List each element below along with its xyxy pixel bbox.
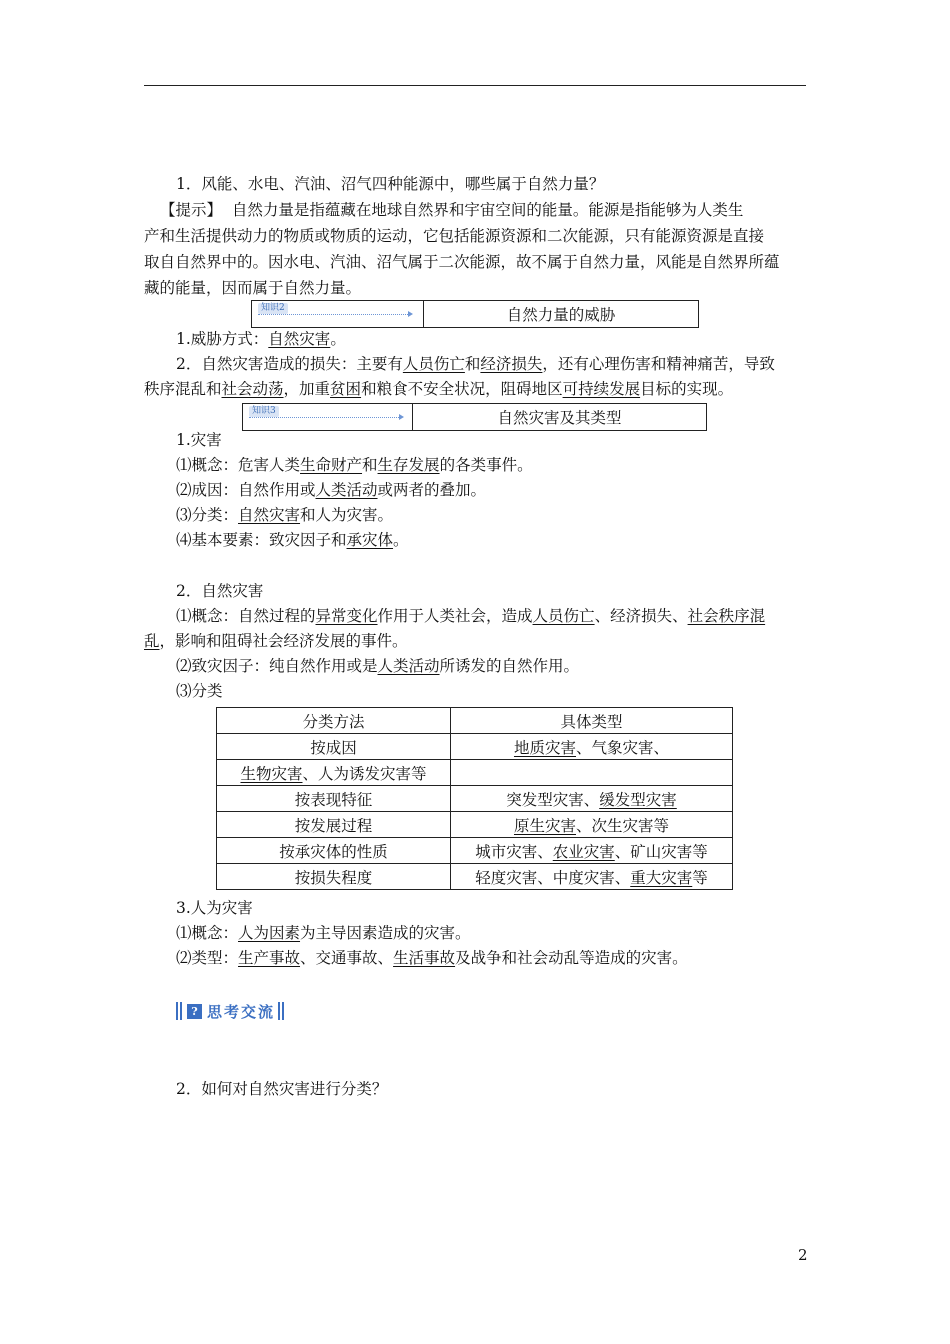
text: ⑵类型： [176, 949, 239, 967]
text: 突发型灾害、 [506, 790, 600, 809]
text: 所诱发的自然作用。 [439, 657, 580, 675]
disaster-cause [176, 480, 486, 500]
table-header-types: 具体类型 [451, 708, 733, 734]
answer: 缓发型灾害 [599, 790, 677, 809]
disaster-class [176, 505, 393, 525]
text: ⑶分类： [176, 506, 239, 524]
threat-line-2 [176, 354, 775, 374]
answer: 承灾体 [346, 531, 394, 549]
text: 目标的实现。 [640, 380, 734, 398]
answer: 重大灾害 [630, 868, 693, 887]
disaster-concept [176, 455, 533, 475]
text: 秩序混乱和 [144, 380, 222, 398]
text: ⑵致灾因子：纯自然作用或是 [176, 657, 378, 675]
table-cell: 按发展过程 [217, 812, 451, 838]
table-cell [451, 838, 733, 864]
threat-line-3 [144, 379, 733, 399]
arrow-icon [249, 417, 399, 418]
table-cell: 按成因 [217, 734, 451, 760]
answer: 生物灾害 [240, 764, 303, 783]
bar-icon [282, 1002, 284, 1020]
answer: 生产事故 [238, 949, 301, 967]
text: 、次生灾害等 [576, 816, 670, 835]
text: 、交通事故、 [300, 949, 394, 967]
question-1: 1．风能、水电、汽油、沼气四种能源中，哪些属于自然力量？ [176, 175, 605, 193]
bar-icon [278, 1002, 280, 1020]
text: 轻度灾害、中度灾害、 [475, 868, 631, 887]
answer: 人类活动 [377, 657, 440, 675]
table-row [217, 708, 733, 734]
knowledge-2-tag [252, 301, 424, 327]
answer: 生存发展 [377, 456, 440, 474]
text: 为主导因素造成的灾害。 [300, 924, 471, 942]
answer: 社会动荡 [221, 380, 284, 398]
answer: 生命财产 [300, 456, 363, 474]
table-row [217, 734, 733, 760]
header-rule [144, 85, 806, 86]
table-cell [451, 864, 733, 890]
answer: 贫困 [330, 380, 362, 398]
text: 1.威胁方式： [176, 330, 269, 348]
arrow-icon [258, 314, 408, 315]
text: 或两者的叠加。 [377, 481, 487, 499]
text: 、经济损失、 [594, 607, 688, 625]
answer: 人员伤亡 [402, 355, 465, 373]
table-cell [451, 760, 733, 786]
table-row [217, 760, 733, 786]
answer: 自然灾害 [238, 506, 301, 524]
text: 和 [464, 355, 481, 373]
answer: 人员伤亡 [532, 607, 595, 625]
table-header-method: 分类方法 [217, 708, 451, 734]
knowledge-3-tag [243, 404, 413, 430]
natural-factor [176, 656, 579, 676]
natural-class-label: ⑶分类 [176, 682, 223, 700]
answer: 生活事故 [393, 949, 456, 967]
table-row [217, 812, 733, 838]
table-cell [217, 760, 451, 786]
table-cell [451, 812, 733, 838]
page-number: 2 [798, 1246, 808, 1264]
question-icon: ? [187, 1004, 202, 1019]
answer: 社会秩序混 [687, 607, 766, 625]
answer: 人为因素 [238, 924, 301, 942]
text: ⑴概念：自然过程的 [176, 607, 316, 625]
natural-heading: 2．自然灾害 [176, 582, 264, 600]
answer: 人类活动 [315, 481, 378, 499]
table-cell [451, 734, 733, 760]
answer: 自然灾害 [268, 330, 331, 348]
text: 等 [692, 868, 708, 887]
human-heading: 3.人为灾害 [176, 899, 253, 917]
text: 、气象灾害、 [576, 738, 670, 757]
table-cell: 按承灾体的性质 [217, 838, 451, 864]
answer: 乱 [144, 632, 160, 650]
knowledge-2-title: 自然力量的威胁 [506, 306, 616, 324]
text: ⑷基本要素：致灾因子和 [176, 531, 347, 549]
arrowhead-icon [399, 414, 404, 420]
knowledge-2-header [251, 300, 699, 328]
text: 和人为灾害。 [300, 506, 394, 524]
human-concept [176, 923, 471, 943]
text: ⑵成因：自然作用或 [176, 481, 316, 499]
hint-line-2: 产和生活提供动力的物质或物质的运动，它包括能源资源和二次能源，只有能源资源是直接 [144, 227, 765, 245]
answer: 农业灾害 [552, 842, 615, 861]
think-exchange-banner [176, 1000, 286, 1022]
bar-icon [176, 1002, 178, 1020]
text: ，还有心理伤害和精神痛苦，导致 [542, 355, 775, 373]
hint-line-1 [160, 200, 743, 220]
disaster-elements [176, 530, 409, 550]
question-2: 2．如何对自然灾害进行分类？ [176, 1080, 388, 1098]
knowledge-3-title: 自然灾害及其类型 [497, 409, 622, 427]
knowledge-3-badge: 知识3 [249, 406, 279, 417]
text: 及战争和社会动乱等造成的灾害。 [455, 949, 688, 967]
table-cell: 按表现特征 [217, 786, 451, 812]
text: ，影响和阻碍社会经济发展的事件。 [159, 632, 408, 650]
arrowhead-icon [408, 311, 413, 317]
answer: 异常变化 [315, 607, 378, 625]
human-types [176, 948, 688, 968]
text: 。 [330, 330, 346, 348]
think-exchange-title: 思考交流 [207, 1002, 276, 1021]
answer: 地质灾害 [513, 738, 576, 757]
knowledge-3-header [242, 403, 707, 431]
knowledge-2-badge: 知识2 [258, 303, 288, 314]
threat-line-1 [176, 329, 346, 349]
natural-concept-2 [144, 631, 408, 651]
natural-concept-1 [176, 606, 765, 626]
text: ⑴概念： [176, 924, 239, 942]
text: 作用于人类社会，造成 [377, 607, 533, 625]
hint-line-3: 取自自然界中的。因水电、汽油、沼气属于二次能源，故不属于自然力量，风能是自然界所蕴 [144, 253, 780, 271]
answer: 可持续发展 [562, 380, 641, 398]
text: 的各类事件。 [439, 456, 533, 474]
table-cell [451, 786, 733, 812]
classification-table [216, 707, 733, 890]
hint-line-4: 藏的能量，因而属于自然力量。 [144, 279, 362, 297]
table-row [217, 786, 733, 812]
table-row [217, 864, 733, 890]
table-row [217, 838, 733, 864]
text: 、矿山灾害等 [614, 842, 708, 861]
hint-text-1: 自然力量是指蕴藏在地球自然界和宇宙空间的能量。能源是指能够为人类生 [231, 201, 744, 219]
text: 。 [393, 531, 409, 549]
hint-label: 【提示】 [160, 201, 223, 219]
bar-icon [180, 1002, 182, 1020]
text: 和粮食不安全状况，阻碍地区 [361, 380, 563, 398]
answer: 经济损失 [480, 355, 543, 373]
disaster-heading: 1.灾害 [176, 431, 222, 449]
table-cell: 按损失程度 [217, 864, 451, 890]
text: ，加重 [283, 380, 331, 398]
answer: 原生灾害 [513, 816, 576, 835]
text: 2．自然灾害造成的损失：主要有 [176, 355, 403, 373]
text: 、人为诱发灾害等 [302, 764, 427, 783]
text: 城市灾害、 [475, 842, 553, 861]
text: 和 [362, 456, 378, 474]
text: ⑴概念：危害人类 [176, 456, 301, 474]
